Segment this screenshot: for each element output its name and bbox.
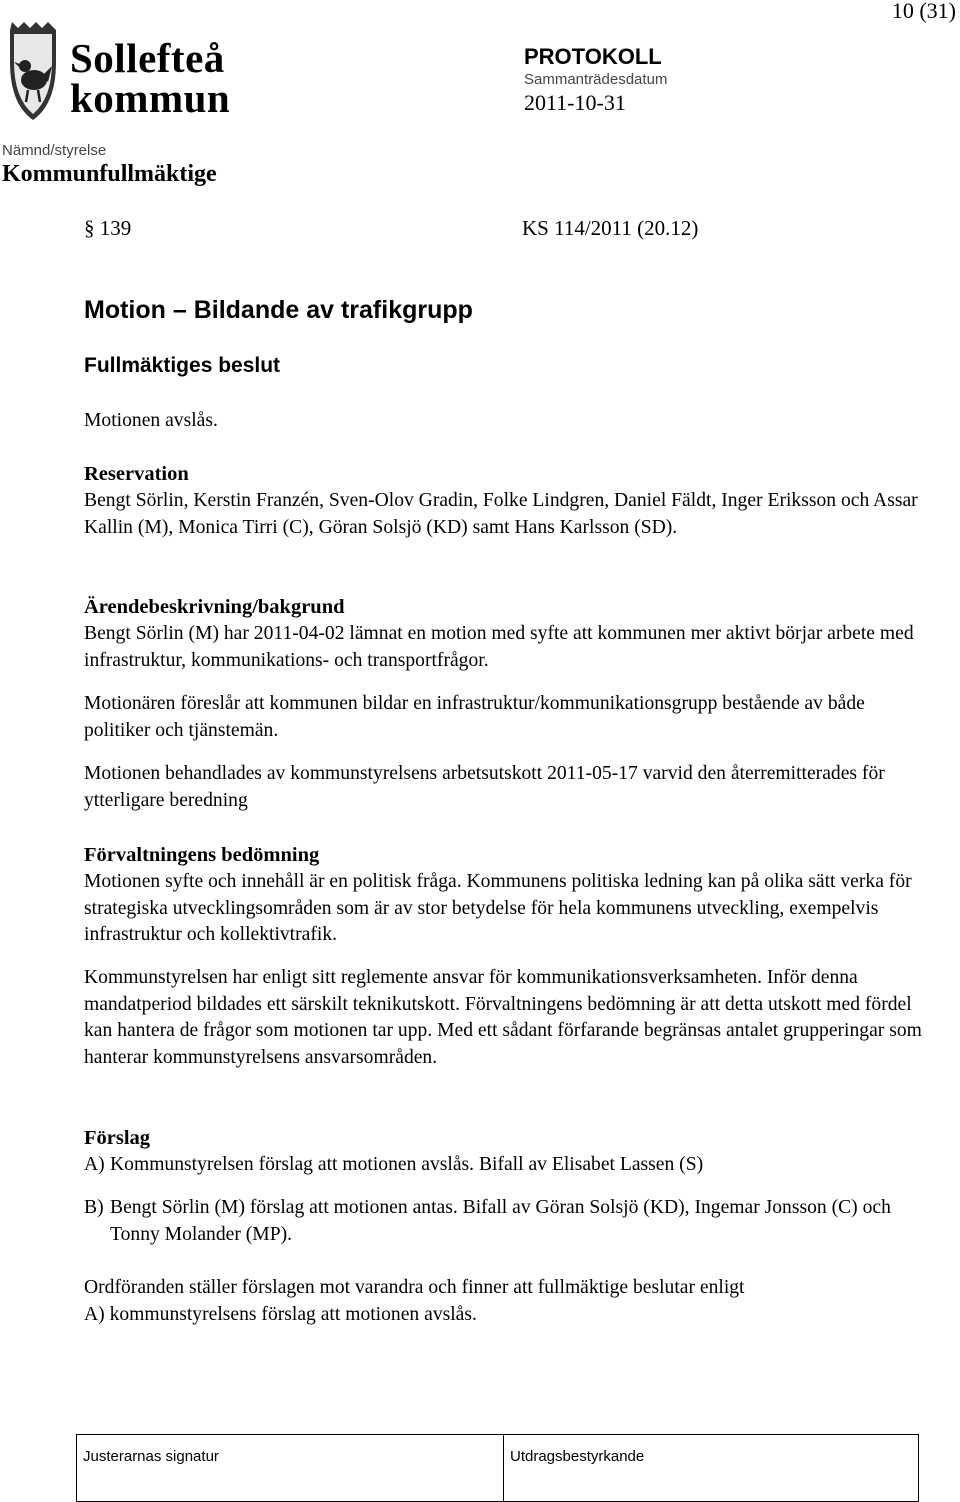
signature-table: [76, 1434, 919, 1502]
logo-wordmark-line2: kommun: [70, 75, 231, 121]
page-number: 10 (31): [891, 0, 956, 23]
background-paragraph-2: Motionären föreslår att kommunen bildar en infrastruktur/kommunikationsgrupp bestående av både politiker och tjänstemän.: [84, 693, 865, 741]
assessment-paragraph-1: Motionen syfte och innehåll är en politisk fråga. Kommunens politiska ledning kan på olika sätt verka för strategiska utvecklingsområden som är av stor betydelse för hela kommunens utveckling, exempelvis infrastruktur och kollektivtrafik.: [84, 871, 912, 945]
meeting-date: 2011-10-31: [524, 90, 626, 115]
proposal-b-text: Bengt Sörlin (M) förslag att motionen antas. Bifall av Göran Solsjö (KD), Ingemar Jonsson (C) och Tonny Molander (MP).: [110, 1197, 891, 1245]
assessment-heading: Förvaltningens bedömning: [84, 844, 320, 866]
proposal-a-text: Kommunstyrelsen förslag att motionen avslås. Bifall av Elisabet Lassen (S): [110, 1154, 704, 1175]
extract-field: [504, 1435, 919, 1502]
proposal-b: [84, 1195, 924, 1248]
coat-of-arms-icon: [10, 22, 56, 120]
board-name: Kommunfullmäktige: [2, 161, 217, 187]
background-paragraph-3: Motionen behandlades av kommunstyrelsens arbetsutskott 2011-05-17 varvid den återremitterades för ytterligare beredning: [84, 763, 885, 811]
section-number: § 139: [84, 216, 132, 240]
signature-field: [77, 1435, 504, 1502]
reservation-heading: Reservation: [84, 463, 189, 485]
proposal-b-label: B): [84, 1197, 104, 1218]
decision-heading: Fullmäktiges beslut: [84, 354, 281, 377]
signature-label: Justerarnas signatur: [83, 1448, 219, 1465]
conclusion-line-2: A) kommunstyrelsens förslag att motionen avslås.: [84, 1304, 477, 1325]
proposal-a: [84, 1152, 924, 1179]
assessment-paragraph-2: Kommunstyrelsen har enligt sitt reglemente ansvar för kommunikationsverksamheten. Inför denna mandatperiod bildades ett särskilt teknikutskott. Förvaltningens bedömning är att detta utskott med fördel kan hantera de frågor som motionen tar upp. Med ett sådant förfarande begränsas antalet grupperingar som hanterar kommunstyrelsens ansvarsområden.: [84, 967, 922, 1068]
logo-wordmark-line1: Sollefteå: [70, 35, 225, 81]
section-title: Motion – Bildande av trafikgrupp: [84, 296, 473, 324]
extract-label: Utdragsbestyrkande: [510, 1448, 645, 1465]
document-type: PROTOKOLL: [524, 44, 662, 69]
meeting-date-label: Sammanträdesdatum: [524, 71, 668, 88]
background-heading: Ärendebeskrivning/bakgrund: [84, 596, 345, 618]
background-paragraph-1: Bengt Sörlin (M) har 2011-04-02 lämnat en motion med syfte att kommunen mer aktivt börjar arbete med infrastruktur, kommunikations- och transportfrågor.: [84, 623, 914, 671]
proposal-a-label: A): [84, 1154, 105, 1175]
case-number: KS 114/2011 (20.12): [522, 216, 699, 240]
decision-text: Motionen avslås.: [84, 410, 218, 431]
conclusion-line-1: Ordföranden ställer förslagen mot varandra och finner att fullmäktige beslutar enligt: [84, 1277, 745, 1298]
proposals-heading: Förslag: [84, 1127, 151, 1149]
reservation-text: Bengt Sörlin, Kerstin Franzén, Sven-Olov Gradin, Folke Lindgren, Daniel Fäldt, Inger Eriksson och Assar Kallin (M), Monica Tirri (C), Göran Solsjö (KD) samt Hans Karlsson (SD).: [84, 490, 918, 538]
board-label: Nämnd/styrelse: [2, 142, 107, 159]
